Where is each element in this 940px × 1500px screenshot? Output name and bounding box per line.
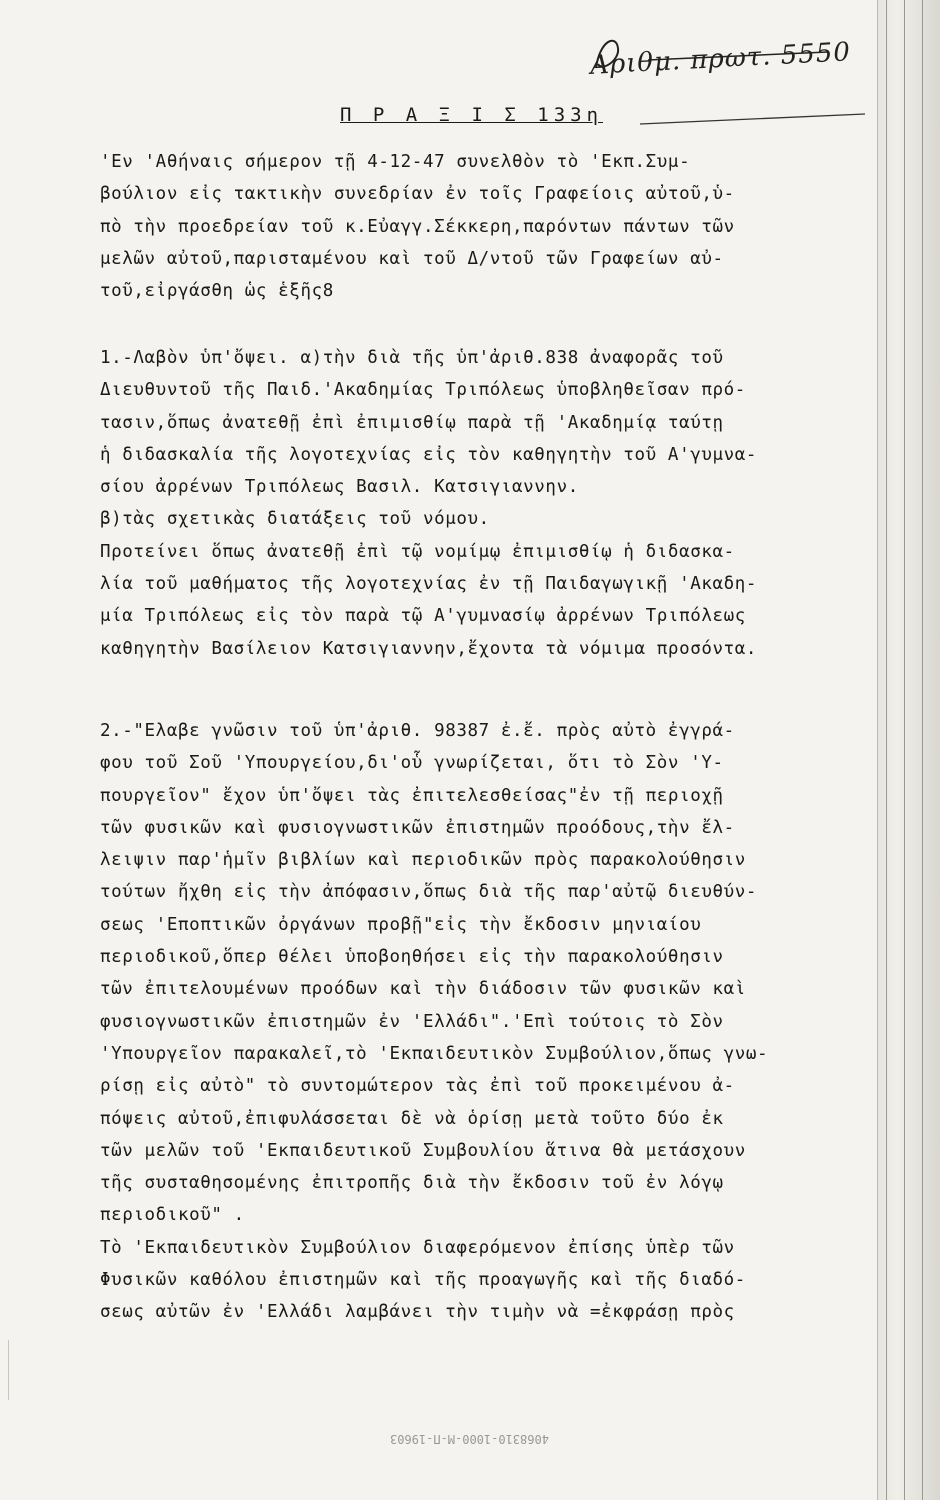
text-line: φυσιογνωστικῶν ἐπιστημῶν ἐν 'Ελλάδι".'Επὶ τούτοις τὸ Σὸν xyxy=(100,1011,724,1032)
paragraph-intro xyxy=(100,146,890,307)
text-line: καθηγητὴν Βασίλειον Κατσιγιαννην,ἔχοντα τὰ νόμιμα προσόντα. xyxy=(100,638,758,659)
text-line: 'Υπουργεῖον παρακαλεῖ,τὸ 'Εκπαιδευτικὸν Συμβούλιον,ὅπως γνω- xyxy=(100,1043,769,1064)
text-line: τῶν φυσικῶν καὶ φυσιογνωστικῶν ἐπιστημῶν προόδους,τὴν ἔλ- xyxy=(100,817,735,838)
text-line: Τὸ 'Εκπαιδευτικὸν Συμβούλιον διαφερόμενον ἐπίσης ὑπὲρ τῶν xyxy=(100,1237,735,1258)
text-line: μελῶν αὐτοῦ,παρισταμένου καὶ τοῦ Δ/ντοῦ τῶν Γραφείων αὐ- xyxy=(100,248,724,269)
text-line: ἡ διδασκαλία τῆς λογοτεχνίας εἰς τὸν καθηγητὴν τοῦ Α'γυμνα- xyxy=(100,444,758,465)
text-line: τῶν μελῶν τοῦ 'Εκπαιδευτικοῦ Συμβουλίου ἅτινα θὰ μετάσχουν xyxy=(100,1140,746,1161)
text-line: Φυσικῶν καθόλου ἐπιστημῶν καὶ τῆς προαγωγῆς καὶ τῆς διαδό- xyxy=(100,1270,746,1291)
margin-mark xyxy=(8,1340,23,1400)
text-line: Προτείνει ὅπως ἀνατεθῇ ἐπὶ τῷ νομίμῳ ἐπιμισθίῳ ἡ διδασκα- xyxy=(100,541,735,562)
paragraph-item-2 xyxy=(100,715,890,1329)
text-line: 'Εν 'Αθήναις σήμερον τῇ 4-12-47 συνελθὸν τὸ 'Εκπ.Συμ- xyxy=(100,152,691,172)
title-stroke xyxy=(640,112,870,126)
text-line: σεως 'Εποπτικῶν ὀργάνων προβῇ"εἰς τὴν ἔκδοσιν μηνιαίου xyxy=(100,914,702,935)
text-line: τῆς συσταθησομένης ἐπιτροπῆς διὰ τὴν ἔκδοσιν τοῦ ἐν λόγῳ xyxy=(100,1173,724,1194)
text-line: τασιν,ὅπως ἀνατεθῇ ἐπὶ ἐπιμισθίῳ παρὰ τῇ 'Ακαδημίᾳ ταύτῃ xyxy=(100,412,724,433)
text-line: 1.-Λαβὸν ὑπ'ὄψει. α)τὴν διὰ τῆς ὑπ'ἀριθ.838 ἀναφορᾶς τοῦ xyxy=(100,348,724,368)
text-line: τούτων ἤχθη εἰς τὴν ἀπόφασιν,ὅπως διὰ τῆς παρ'αὐτῷ διευθύν- xyxy=(100,882,758,903)
page-title: Π Ρ Α Ξ Ι Σ 133η xyxy=(340,104,604,126)
text-line: Διευθυντοῦ τῆς Παιδ.'Ακαδημίας Τριπόλεως ὑποβληθεῖσαν πρό- xyxy=(100,380,746,401)
text-line: σίου ἀρρένων Τριπόλεως Βασιλ. Κατσιγιαννην. xyxy=(100,477,579,498)
paragraph-item-1 xyxy=(100,342,890,665)
printer-stamp: 4068310-1000-Μ-Π-19603 xyxy=(390,1432,549,1446)
binding-line xyxy=(922,0,923,1500)
handwritten-protocol-number: Αριθμ. πρωτ. 5550 xyxy=(589,37,852,81)
text-line: 2.-"Ελαβε γνῶσιν τοῦ ὑπ'ἀριθ. 98387 ἐ.ἔ. πρὸς αὐτὸ ἐγγρά- xyxy=(100,721,735,741)
text-line: σεως αὐτῶν ἐν 'Ελλάδι λαμβάνει τὴν τιμὴν νὰ =ἐκφράσῃ πρὸς xyxy=(100,1302,735,1323)
text-line: λειψιν παρ'ἡμῖν βιβλίων καὶ περιοδικῶν πρὸς παρακολούθησιν xyxy=(100,850,746,871)
text-line: τοῦ,εἰργάσθη ὡς ἑξῆς8 xyxy=(100,281,334,302)
text-line: πόψεις αὐτοῦ,ἐπιφυλάσσεται δὲ νὰ ὁρίσῃ μετὰ τοῦτο δύο ἐκ xyxy=(100,1108,724,1129)
binding-line xyxy=(904,0,905,1500)
text-line: λία τοῦ μαθήματος τῆς λογοτεχνίας ἐν τῇ Παιδαγωγικῇ 'Ακαδη- xyxy=(100,574,758,595)
text-line: τῶν ἐπιτελουμένων προόδων καὶ τὴν διάδοσιν τῶν φυσικῶν καὶ xyxy=(100,979,746,1000)
text-line: βούλιον εἰς τακτικὴν συνεδρίαν ἐν τοῖς Γραφείοις αὐτοῦ,ὑ- xyxy=(100,184,735,205)
text-line: περιοδικοῦ" . xyxy=(100,1205,245,1226)
text-line: πουργεῖον" ἔχον ὑπ'ὄψει τὰς ἐπιτελεσθείσας"ἐν τῇ περιοχῇ xyxy=(100,785,724,806)
text-line: μία Τριπόλεως εἰς τὸν παρὰ τῷ Α'γυμνασίῳ ἀρρένων Τριπόλεως xyxy=(100,606,746,627)
text-line: ρίσῃ εἰς αὐτὸ" τὸ συντομώτερον τὰς ἐπὶ τοῦ προκειμένου ἀ- xyxy=(100,1076,735,1097)
text-line: φου τοῦ Σοῦ 'Υπουργείου,δι'οὗ γνωρίζεται, ὅτι τὸ Σὸν 'Υ- xyxy=(100,753,724,774)
text-line: πὸ τὴν προεδρείαν τοῦ κ.Εὐαγγ.Σέκκερη,παρόντων πάντων τῶν xyxy=(100,216,735,237)
text-line: περιοδικοῦ,ὅπερ θέλει ὑποβοηθήσει εἰς τὴν παρακολούθησιν xyxy=(100,947,724,968)
text-line: β)τὰς σχετικὰς διατάξεις τοῦ νόμου. xyxy=(100,509,490,530)
